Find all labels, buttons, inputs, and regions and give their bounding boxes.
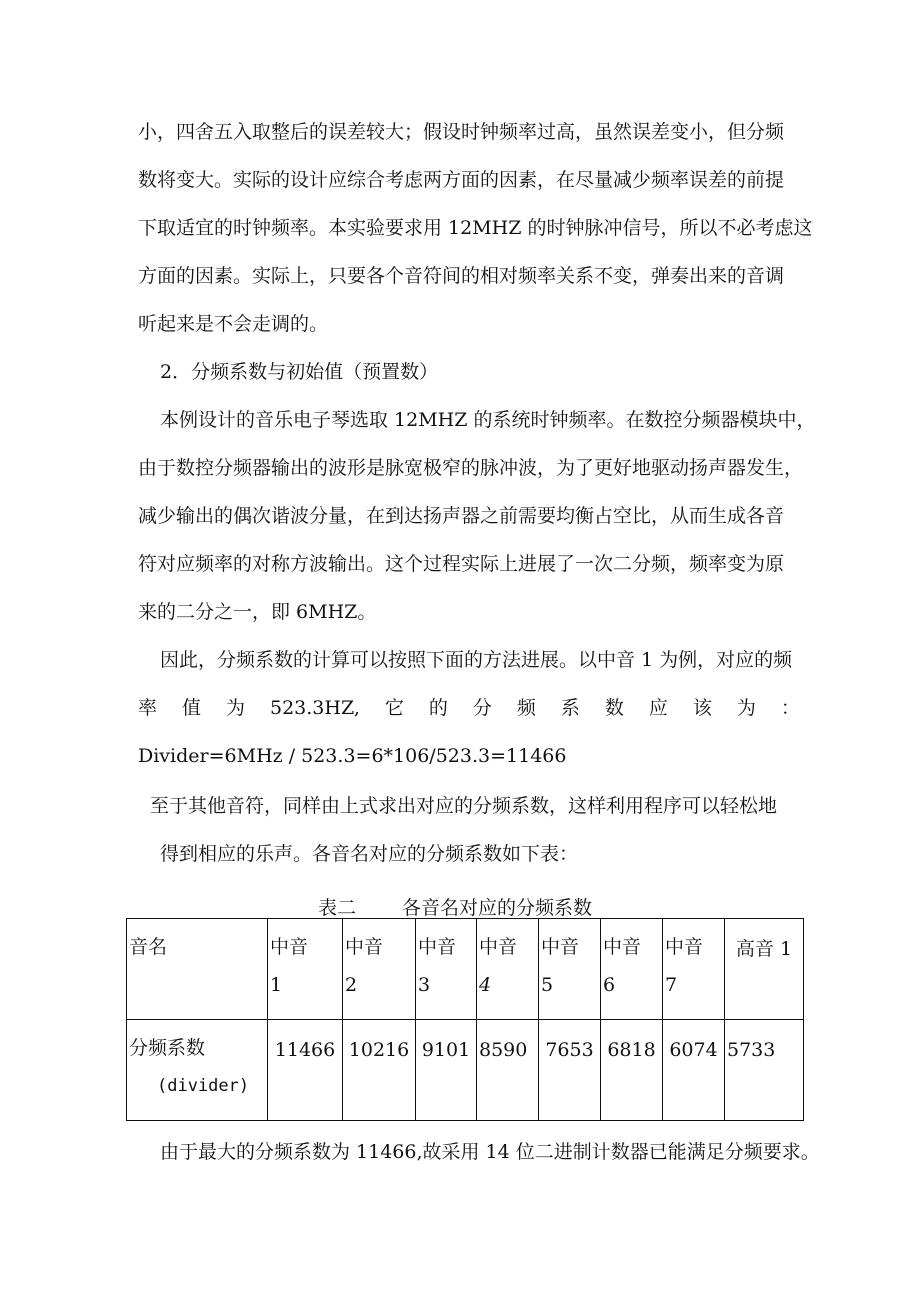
row-label-sub: (divider): [157, 1076, 250, 1096]
divider-value: 5733: [727, 1039, 776, 1061]
table-cell: [268, 919, 343, 1020]
paragraph-line: 由于最大的分频系数为 11466,故采用 14 位二进制计数器已能满足分频要求。: [160, 1141, 820, 1163]
paragraph-line: 数将变大。实际的设计应综合考虑两方面的因素，在尽量减少频率误差的前提: [138, 169, 785, 191]
paragraph-line: 小，四舍五入取整后的误差较大；假设时钟频率过高，虽然误差变小，但分频: [138, 121, 785, 143]
paragraph-line: 下取适宜的时钟频率。本实验要求用 12MHZ 的时钟脉冲信号，所以不必考虑这: [138, 217, 813, 239]
note-number: 3: [418, 974, 431, 996]
table-cell: [663, 919, 725, 1020]
word: ：: [780, 697, 800, 719]
paragraph-line: 方面的因素。实际上，只要各个音符间的相对频率关系不变，弹奏出来的音调: [138, 265, 785, 287]
word: 率: [138, 697, 158, 719]
table-cell: [539, 919, 601, 1020]
word: 数: [604, 697, 624, 719]
word: 的: [428, 697, 448, 719]
paragraph-line: 来的二分之一，即 6MHZ。: [138, 601, 377, 623]
table-cell: [477, 1020, 539, 1121]
word: 系: [560, 697, 580, 719]
table-row: [127, 1020, 804, 1121]
section-heading: 2．分频系数与初始值（预置数）: [160, 361, 439, 383]
note-number: 2: [345, 974, 358, 996]
justified-line: [138, 694, 800, 722]
table-cell: [268, 1020, 343, 1121]
note-name: 中音: [541, 936, 580, 958]
word: 分: [472, 697, 492, 719]
divider-value: 6074: [669, 1039, 718, 1061]
divider-value: 11466: [274, 1039, 336, 1061]
word: 频: [516, 697, 536, 719]
divider-value: 10216: [348, 1039, 410, 1061]
table-cell: [127, 919, 268, 1020]
table-cell: [416, 919, 477, 1020]
table-cell: [725, 1020, 804, 1121]
divider-value: 9101: [421, 1039, 471, 1061]
word: 值: [182, 697, 202, 719]
divider-value: 7653: [545, 1039, 594, 1061]
note-number: 4: [479, 974, 492, 996]
table-caption-title: 各音名对应的分频系数: [402, 897, 593, 919]
paragraph-line: 本例设计的音乐电子琴选取 12MHZ 的系统时钟频率。在数控分频器模块中，: [160, 409, 816, 431]
note-number: 6: [603, 974, 616, 996]
note-name-high: 高音 1: [735, 938, 793, 960]
paragraph-line: 得到相应的乐声。各音名对应的分频系数如下表：: [160, 843, 579, 865]
word: 为: [226, 697, 246, 719]
note-name: 中音: [665, 936, 704, 958]
word: 该: [692, 697, 712, 719]
table-cell: [477, 919, 539, 1020]
table-cell: [343, 919, 416, 1020]
note-name: 中音: [418, 936, 457, 958]
divider-value: 8590: [479, 1039, 528, 1061]
note-number: 1: [270, 974, 283, 996]
note-number: 7: [665, 974, 678, 996]
paragraph-line: 至于其他音符，同样由上式求出对应的分频系数，这样利用程序可以轻松地: [150, 795, 778, 817]
paragraph-line: 听起来是不会走调的。: [138, 313, 329, 335]
table-cell: [127, 1020, 268, 1121]
table-cell: [416, 1020, 477, 1121]
row-label: 分频系数: [129, 1037, 206, 1059]
paragraph-line: 减少输出的偶次谐波分量，在到达扬声器之前需要均衡占空比，从而生成各音: [138, 505, 785, 527]
word: 它: [384, 697, 404, 719]
divider-value: 6818: [607, 1039, 656, 1061]
row-label: 音名: [129, 936, 168, 958]
table-cell: [663, 1020, 725, 1121]
table-cell: [725, 919, 804, 1020]
paragraph-line: 因此，分频系数的计算可以按照下面的方法进展。以中音 1 为例，对应的频: [160, 649, 793, 671]
note-name: 中音: [270, 936, 309, 958]
word: 523.3HZ,: [270, 697, 360, 719]
formula: Divider=6MHz / 523.3=6*106/523.3=11466: [138, 745, 567, 767]
table-cell: [343, 1020, 416, 1121]
paragraph-line: 符对应频率的对称方波输出。这个过程实际上进展了一次二分频，频率变为原: [138, 553, 785, 575]
table-caption-number: 表二: [318, 897, 357, 919]
note-name: 中音: [345, 936, 384, 958]
table-cell: [601, 1020, 663, 1121]
note-number: 5: [541, 974, 554, 996]
table-row: [127, 919, 804, 1020]
word: 为: [736, 697, 756, 719]
table-cell: [601, 919, 663, 1020]
table-cell: [539, 1020, 601, 1121]
divider-table: [126, 918, 804, 1121]
word: 应: [648, 697, 668, 719]
note-name: 中音: [603, 936, 642, 958]
note-name: 中音: [479, 936, 518, 958]
paragraph-line: 由于数控分频器输出的波形是脉宽极窄的脉冲波，为了更好地驱动扬声器发生，: [138, 457, 804, 479]
